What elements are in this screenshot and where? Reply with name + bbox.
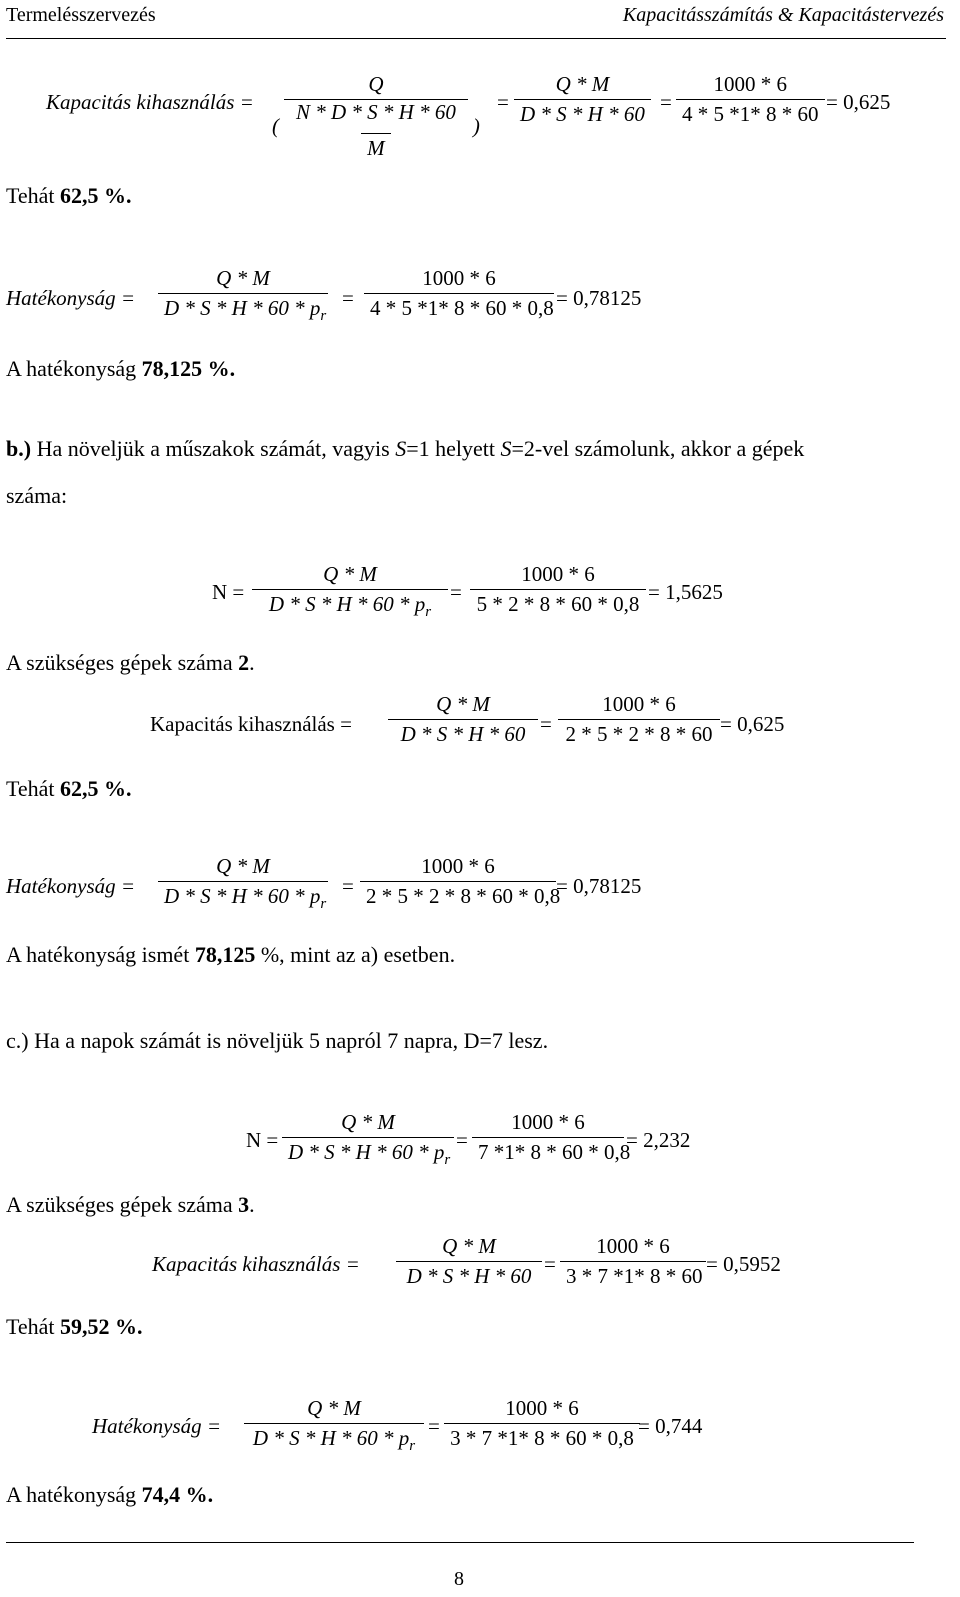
- kapacitas-label: Kapacitás kihasználás =: [46, 90, 254, 114]
- kapacitas-fraction-2: [560, 1234, 706, 1289]
- subscript: r: [320, 896, 327, 912]
- page-number: 8: [454, 1568, 464, 1590]
- n-fraction-2: [470, 562, 646, 617]
- fraction-denominator: D * S * H * 60: [396, 1261, 542, 1289]
- fraction-denominator: 3 * 7 *1* 8 * 60: [560, 1261, 706, 1289]
- fraction-denominator: 2 * 5 * 2 * 8 * 60 * 0,8: [360, 881, 556, 909]
- hat-text-prefix: A hatékonyság: [6, 1482, 142, 1507]
- hat-text-b: %, mint az a) esetben.: [255, 942, 456, 967]
- fraction-numerator: Q * M: [307, 1396, 361, 1420]
- tehat-prefix: Tehát: [6, 183, 61, 208]
- denominator-text: D * S * H * 60 * p: [164, 296, 321, 320]
- fraction-numerator: Q * M: [216, 854, 270, 878]
- kapacitas-result: = 0,5952: [706, 1252, 781, 1276]
- intro-text: =2-vel számolunk, akkor a gépek: [511, 436, 805, 461]
- denominator-text: D * S * H * 60 * p: [252, 1426, 410, 1450]
- section-b-intro-line-2: száma:: [6, 483, 68, 508]
- equals-sign: =: [342, 874, 354, 898]
- fraction-denominator: 3 * 7 *1* 8 * 60 * 0,8: [444, 1423, 640, 1451]
- gepek-szama-b: [6, 650, 255, 676]
- fraction-denominator: [244, 1423, 424, 1455]
- denominator-text: D * S * H * 60 * p: [164, 884, 321, 908]
- n-label: N =: [246, 1128, 279, 1152]
- gep-prefix: A szükséges gépek száma: [6, 1192, 239, 1217]
- equals-sign: =: [428, 1414, 440, 1438]
- fraction-denominator: D * S * H * 60: [514, 99, 651, 127]
- fraction-numerator: 1000 * 6: [421, 854, 495, 878]
- inner-fraction: [290, 100, 462, 161]
- hatekonysag-text-a: [6, 356, 235, 382]
- kapacitas-fraction-1: [388, 692, 538, 747]
- hatekonysag-label: Hatékonyság =: [6, 874, 136, 898]
- equals-sign: =: [450, 580, 462, 604]
- n-result: = 2,232: [626, 1128, 691, 1152]
- equals-sign: =: [342, 286, 354, 310]
- n-label: N =: [212, 580, 245, 604]
- fraction-numerator: Q * M: [341, 1110, 395, 1134]
- gepek-szama-c: [6, 1192, 255, 1218]
- hatekonysag-result: = 0,78125: [556, 874, 642, 898]
- tehat-value: 62,5 %.: [60, 183, 132, 208]
- denominator-text: D * S * H * 60 * p: [288, 1140, 445, 1164]
- fraction-denominator: [158, 293, 328, 325]
- paren-close: ): [472, 114, 480, 138]
- footer-rule: [6, 1542, 914, 1543]
- equals-sign: =: [540, 712, 552, 736]
- header-rule: [6, 38, 946, 39]
- equals-sign: =: [660, 90, 672, 114]
- hat-text-value: 78,125: [194, 942, 256, 967]
- fraction-denominator: [158, 881, 328, 913]
- kapacitas-fraction-2: [514, 72, 651, 127]
- fraction-numerator: 1000 * 6: [713, 72, 787, 96]
- fraction-numerator: Q * M: [216, 266, 270, 290]
- fraction-denominator: [272, 99, 480, 172]
- n-fraction-2: [472, 1110, 631, 1165]
- gep-prefix: A szükséges gépek száma: [6, 650, 239, 675]
- fraction-numerator: Q: [368, 72, 384, 96]
- kapacitas-nested-fraction: [272, 72, 480, 172]
- equals-sign: =: [456, 1128, 468, 1152]
- equals-sign: =: [544, 1252, 556, 1276]
- equals-sign: =: [497, 90, 509, 114]
- section-c-intro: c.) Ha a napok számát is növeljük 5 napról 7 napra, D=7 lesz.: [6, 1028, 549, 1053]
- fraction-numerator: 1000 * 6: [521, 562, 595, 586]
- hatekonysag-fraction-2: [444, 1396, 640, 1451]
- hatekonysag-fraction-2: [360, 854, 561, 909]
- section-b-intro-line-1: [6, 436, 804, 462]
- tehat-prefix: Tehát: [6, 776, 61, 801]
- var-s: S: [395, 436, 407, 461]
- kapacitas-fraction-3: [676, 72, 825, 127]
- hatekonysag-text-c: [6, 1482, 213, 1508]
- fraction-numerator: 1000 * 6: [422, 266, 496, 290]
- tehat-value: 59,52 %.: [60, 1314, 143, 1339]
- kapacitas-fraction-2: [558, 692, 720, 747]
- denominator-text: D * S * H * 60 * p: [268, 592, 426, 616]
- fraction-numerator: Q * M: [323, 562, 377, 586]
- fraction-numerator: 1000 * 6: [602, 692, 676, 716]
- fraction-numerator: Q * M: [555, 72, 610, 96]
- hatekonysag-label: Hatékonyság =: [92, 1414, 222, 1438]
- n-fraction-1: [282, 1110, 454, 1169]
- subscript: r: [320, 308, 327, 324]
- fraction-numerator: 1000 * 6: [596, 1234, 670, 1258]
- tehat-prefix: Tehát: [6, 1314, 61, 1339]
- fraction-denominator: 2 * 5 * 2 * 8 * 60: [558, 719, 720, 747]
- kapacitas-label: Kapacitás kihasználás =: [150, 712, 352, 736]
- hat-text-a: A hatékonyság ismét: [6, 942, 195, 967]
- fraction-numerator: Q * M: [436, 692, 490, 716]
- tehat-line-b: [6, 776, 132, 802]
- paren-open: (: [272, 114, 279, 138]
- fraction-denominator: D * S * H * 60: [388, 719, 538, 747]
- inner-numerator: N * D * S * H * 60: [296, 100, 456, 124]
- fraction-denominator: 4 * 5 *1* 8 * 60: [676, 99, 825, 127]
- gep-value: 3: [238, 1192, 250, 1217]
- var-s: S: [500, 436, 512, 461]
- header-right-title: Kapacitásszámítás & Kapacitástervezés: [622, 4, 944, 26]
- hat-text-value: 78,125 %.: [141, 356, 236, 381]
- hatekonysag-result: = 0,744: [638, 1414, 703, 1438]
- fraction-denominator: 5 * 2 * 8 * 60 * 0,8: [470, 589, 646, 617]
- fraction-denominator: [282, 1137, 454, 1169]
- intro-text: =1 helyett: [406, 436, 501, 461]
- subscript: r: [409, 1438, 416, 1454]
- kapacitas-result: = 0,625: [826, 90, 891, 114]
- hatekonysag-fraction-1: [158, 854, 328, 913]
- subscript: r: [444, 1152, 451, 1168]
- kapacitas-result: = 0,625: [720, 712, 785, 736]
- hat-text-value: 74,4 %.: [141, 1482, 214, 1507]
- n-fraction-1: [252, 562, 448, 621]
- kapacitas-label: Kapacitás kihasználás =: [152, 1252, 360, 1276]
- hatekonysag-label: Hatékonyság =: [6, 286, 136, 310]
- subscript: r: [425, 604, 432, 620]
- hatekonysag-fraction-2: [364, 266, 554, 321]
- fraction-numerator: 1000 * 6: [511, 1110, 585, 1134]
- kapacitas-fraction-1: [396, 1234, 542, 1289]
- tehat-line-a: [6, 183, 132, 209]
- fraction-numerator: Q * M: [442, 1234, 496, 1258]
- inner-denominator: M: [361, 133, 391, 161]
- fraction-numerator: 1000 * 6: [505, 1396, 579, 1420]
- fraction-denominator: 4 * 5 *1* 8 * 60 * 0,8: [364, 293, 554, 321]
- hatekonysag-fraction-1: [244, 1396, 424, 1455]
- n-result: = 1,5625: [648, 580, 723, 604]
- gep-value: 2: [238, 650, 250, 675]
- hatekonysag-text-b: [6, 942, 455, 968]
- intro-text: Ha növeljük a műszakok számát, vagyis: [31, 436, 396, 461]
- section-b-label: b.): [6, 436, 32, 461]
- tehat-value: 62,5 %.: [60, 776, 132, 801]
- hatekonysag-result: = 0,78125: [556, 286, 642, 310]
- gep-suffix: .: [249, 650, 255, 675]
- gep-suffix: .: [249, 1192, 255, 1217]
- header-left-title: Termelésszervezés: [6, 4, 156, 26]
- hat-text-prefix: A hatékonyság: [6, 356, 142, 381]
- hatekonysag-fraction-1: [158, 266, 328, 325]
- fraction-denominator: [252, 589, 448, 621]
- tehat-line-c: [6, 1314, 143, 1340]
- fraction-denominator: 7 *1* 8 * 60 * 0,8: [472, 1137, 624, 1165]
